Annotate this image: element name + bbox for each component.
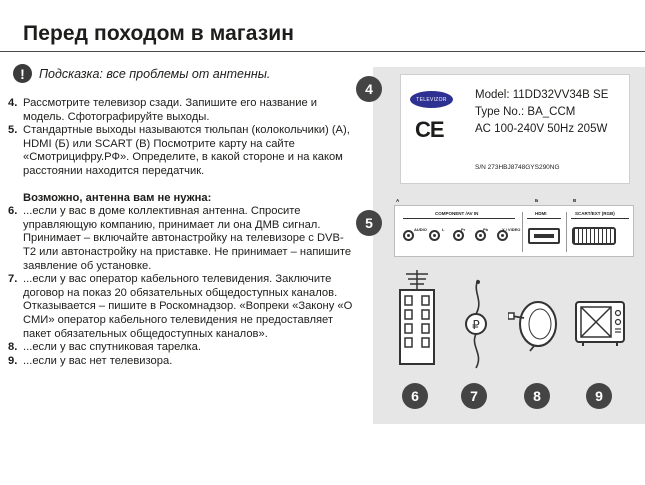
hdmi-label: HDMI — [535, 211, 547, 216]
step-text: ...если у вас спутниковая тарелка. — [23, 341, 202, 354]
scart-port — [572, 227, 616, 245]
step-number: 4. — [8, 97, 18, 109]
step-number: 7. — [8, 273, 18, 286]
satellite-dish-icon — [508, 296, 560, 352]
step-item — [8, 97, 353, 124]
audio-l-jack — [429, 230, 440, 241]
step-text: ...если у вас нет телевизора. — [23, 354, 173, 367]
jack-label: Pr — [461, 227, 466, 232]
hdmi-bracket — [527, 218, 561, 219]
hint — [13, 64, 270, 83]
component-label: COMPONENT /AV IN — [435, 211, 479, 216]
port-divider — [522, 212, 523, 252]
page-title: Перед походом в магазин — [23, 22, 295, 45]
port-group-c: B — [573, 198, 577, 203]
scart-label: SCART/EXT (RGB) — [575, 211, 615, 216]
hdmi-port — [528, 228, 560, 244]
step-number: 5. — [8, 124, 18, 137]
apartment-antenna-icon — [392, 268, 442, 368]
title-divider — [0, 51, 645, 52]
port-group-a: A — [396, 198, 400, 203]
ce-mark: CE — [415, 117, 444, 142]
crossed-tv-icon — [574, 300, 626, 348]
port-group-b: Б — [535, 198, 539, 203]
step-number: 8. — [8, 341, 18, 354]
badge-6: 6 — [402, 383, 428, 409]
jack-label: Y / VIDEO — [502, 227, 521, 232]
jack-label: AUDIO — [414, 227, 427, 232]
port-divider — [566, 212, 567, 252]
svg-text:₽: ₽ — [472, 318, 480, 332]
badge-5: 5 — [356, 210, 382, 236]
brand-logo: TELEVIZOR — [410, 91, 453, 108]
type-line: Type No.: BA_CCM — [475, 106, 576, 118]
cable-ruble-icon — [460, 278, 492, 370]
tv-rating-label — [400, 74, 630, 184]
step-text: Стандартные выходы называются тюльпан (колокольчики) (А), HDMI (Б) или SCART (В) Посмотрите карту на сайте «Смотрицифру.РФ». Определите, в какой стороне и на каком расстоянии находится передатчик. — [23, 124, 350, 177]
jack-label: Pb — [483, 227, 489, 232]
step-item — [8, 273, 353, 341]
power-line: AC 100-240V 50Hz 205W — [475, 123, 608, 135]
step-text: ...если у вас оператор кабельного телевидения. Заключите договор на показ 20 обязательных общедоступных каналов. Отказывается – пишите в Роскомнадзор. «Вопреки «Закону «О СМИ» оператор кабельного телевидения не предоставляет пакет обязательных общедоступных каналов». — [23, 273, 353, 340]
tv-rear-ports — [394, 205, 634, 257]
badge-7: 7 — [461, 383, 487, 409]
hint-text: Подсказка: все проблемы от антенны. — [39, 66, 271, 81]
steps-column — [8, 97, 353, 368]
step-item — [8, 124, 353, 178]
serial-number: S/N 273HBJ8748GYS290NG — [475, 164, 560, 171]
model-line: Model: 11DD32VV34B SE — [475, 89, 609, 101]
step-text: ...если у вас в доме коллективная антенна. Спросите управляющую компанию, принимает ли она ДМВ сигнал. Принимает – включайте автонастройку на телевизоре с DVB-T2 или автонастройку на приставке. Не принимает – напишите заявление об установке. — [23, 205, 352, 272]
step-item — [8, 205, 353, 273]
step-number: 9. — [8, 354, 18, 367]
step-item — [8, 355, 353, 369]
step-item — [8, 341, 353, 355]
audio-jack — [403, 230, 414, 241]
exclamation-icon: ! — [13, 64, 32, 83]
scart-bracket — [571, 218, 629, 219]
step-number: 6. — [8, 205, 18, 218]
section-subheading: Возможно, антенна вам не нужна: — [23, 191, 212, 204]
badge-4: 4 — [356, 76, 382, 102]
badge-9: 9 — [586, 383, 612, 409]
step-text: Рассмотрите телевизор сзади. Запишите его название и модель. Сфотографируйте выходы. — [23, 97, 318, 123]
jack-label: L — [442, 227, 445, 232]
component-bracket — [403, 218, 515, 219]
badge-8: 8 — [524, 383, 550, 409]
